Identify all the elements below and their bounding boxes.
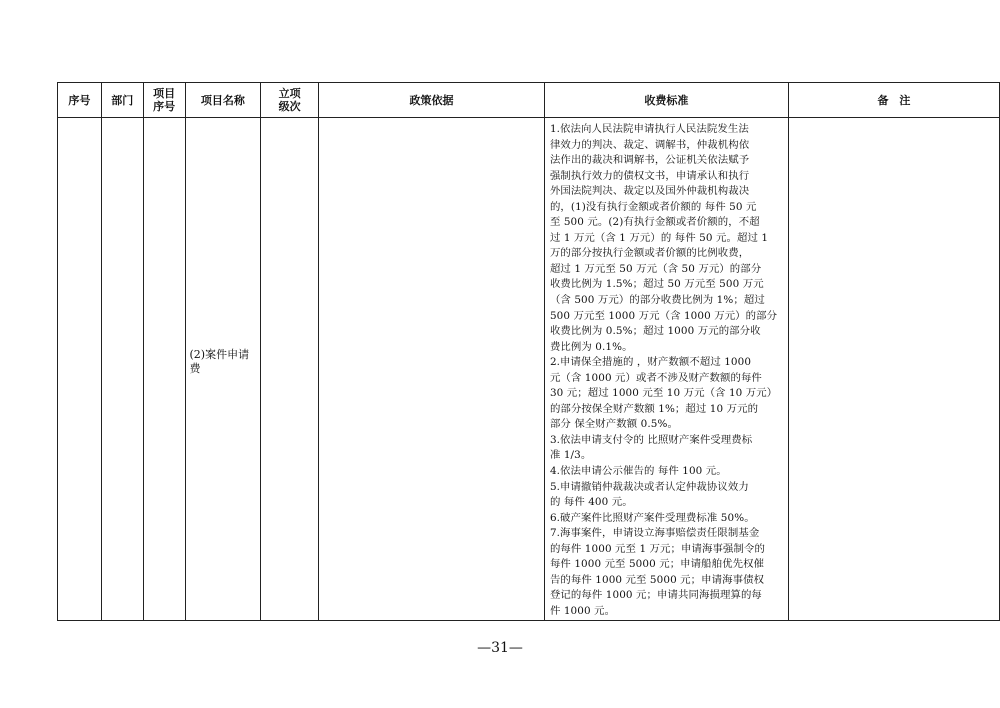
- fee-standard-line: 的每件 1000 元至 1 万元；申请海事强制令的: [549, 542, 765, 555]
- item-name-line1: (2)案件申请: [189, 348, 250, 361]
- fee-standard-line: 费比例为 0.1%。: [549, 340, 633, 353]
- fee-standard-line: 收费比例为 1.5%；超过 50 万元至 500 万元: [549, 278, 764, 291]
- fee-standard-line: 5.申请撤销仲裁裁决或者认定仲裁协议效力: [549, 480, 749, 493]
- fee-standard-line: 登记的每件 1000 元；申请共同海损理算的每: [549, 589, 762, 602]
- fee-standard-line: （含 500 万元）的部分收费比例为 1%；超过: [549, 294, 765, 307]
- header-policy: 政策依据: [319, 83, 545, 118]
- fee-standard-line: 过 1 万元（含 1 万元）的 每件 50 元。超过 1: [549, 231, 769, 244]
- fee-standard-line: 4.依法申请公示催告的 每件 100 元。: [549, 465, 727, 478]
- header-item-seq: [143, 83, 185, 118]
- cell-item-seq: [143, 118, 185, 621]
- header-seq: 序号: [58, 83, 102, 118]
- cell-standard: [544, 118, 788, 621]
- cell-dept: [101, 118, 143, 621]
- fee-standard-line: 外国法院判决、裁定以及国外仲裁机构裁决: [549, 185, 750, 198]
- fee-standard-line: 部分 保全财产数额 0.5%。: [549, 418, 678, 431]
- cell-remark: [788, 118, 999, 621]
- fee-standard-line: 的 每件 400 元。: [549, 496, 633, 509]
- fee-standard-line: 万的部分按执行金额或者价额的比例收费，: [549, 247, 750, 260]
- fee-standard-line: 7.海事案件，申请设立海事赔偿责任限制基金: [549, 527, 760, 540]
- page-number: —31—: [477, 640, 523, 656]
- fee-standard-line: 30 元；超过 1000 元至 10 万元（含 10 万元）: [549, 387, 778, 400]
- header-item-name: 项目名称: [185, 83, 261, 118]
- fee-standard-line: 元（含 1000 元）或者不涉及财产数额的每件: [549, 371, 762, 384]
- cell-level: [261, 118, 319, 621]
- header-dept: 部门: [101, 83, 143, 118]
- table-row: [58, 118, 1000, 621]
- fee-standard-line: 1.依法向人民法院申请执行人民法院发生法: [549, 123, 749, 135]
- header-level-line1: 立项: [278, 87, 301, 100]
- item-name-text: [186, 118, 261, 376]
- item-name-line2: 费: [189, 362, 201, 375]
- fee-standard-line: 收费比例为 0.5%；超过 1000 万元的部分收: [549, 325, 761, 338]
- fee-standard-line: 超过 1 万元至 50 万元（含 50 万元）的部分: [549, 262, 762, 275]
- fee-standard-line: 告的每件 1000 元至 5000 元；申请海事债权: [549, 573, 765, 586]
- fee-standard-line: 件 1000 元。: [549, 604, 616, 617]
- fee-standard-line: 的部分按保全财产数额 1%；超过 10 万元的: [549, 402, 759, 415]
- fee-standard-line: 2.申请保全措施的 ，财产数额不超过 1000: [549, 356, 752, 369]
- fee-standard-line: 6.破产案件比照财产案件受理费标准 50%。: [549, 511, 755, 524]
- fee-standard-line: 强制执行效力的债权文书，申请承认和执行: [549, 169, 750, 182]
- cell-item-name: [185, 118, 261, 621]
- fee-standard-line: 3.依法申请支付令的 比照财产案件受理费标: [549, 433, 753, 446]
- fee-standard-line: 至 500 元。(2)有执行金额或者价额的，不超: [549, 216, 760, 229]
- header-item-seq-line2: 序号: [153, 100, 176, 113]
- cell-policy: [319, 118, 545, 621]
- fee-standard-line: 法作出的裁决和调解书，公证机关依法赋予: [549, 154, 750, 167]
- header-level: [261, 83, 319, 118]
- fee-standard-line: 的，(1)没有执行金额或者价额的 每件 50 元: [549, 200, 757, 213]
- fee-standard-line: 准 1/3。: [549, 449, 592, 462]
- fee-standard-line: 每件 1000 元至 5000 元；申请船舶优先权催: [549, 558, 765, 571]
- fee-standard-text: [545, 118, 788, 620]
- header-level-line2: 级次: [278, 100, 301, 113]
- fee-standard-line: 500 万元至 1000 万元（含 1000 万元）的部分: [549, 309, 778, 322]
- header-item-seq-line1: 项目: [153, 87, 176, 100]
- header-remark: 备 注: [788, 83, 999, 118]
- header-standard: 收费标准: [544, 83, 788, 118]
- cell-seq: [58, 118, 102, 621]
- fee-table-wrapper: [57, 82, 1000, 621]
- header-row: [58, 83, 1000, 118]
- fee-standard-line: 律效力的判决、裁定、调解书，仲裁机构依: [549, 138, 750, 151]
- fee-table: [57, 82, 1000, 621]
